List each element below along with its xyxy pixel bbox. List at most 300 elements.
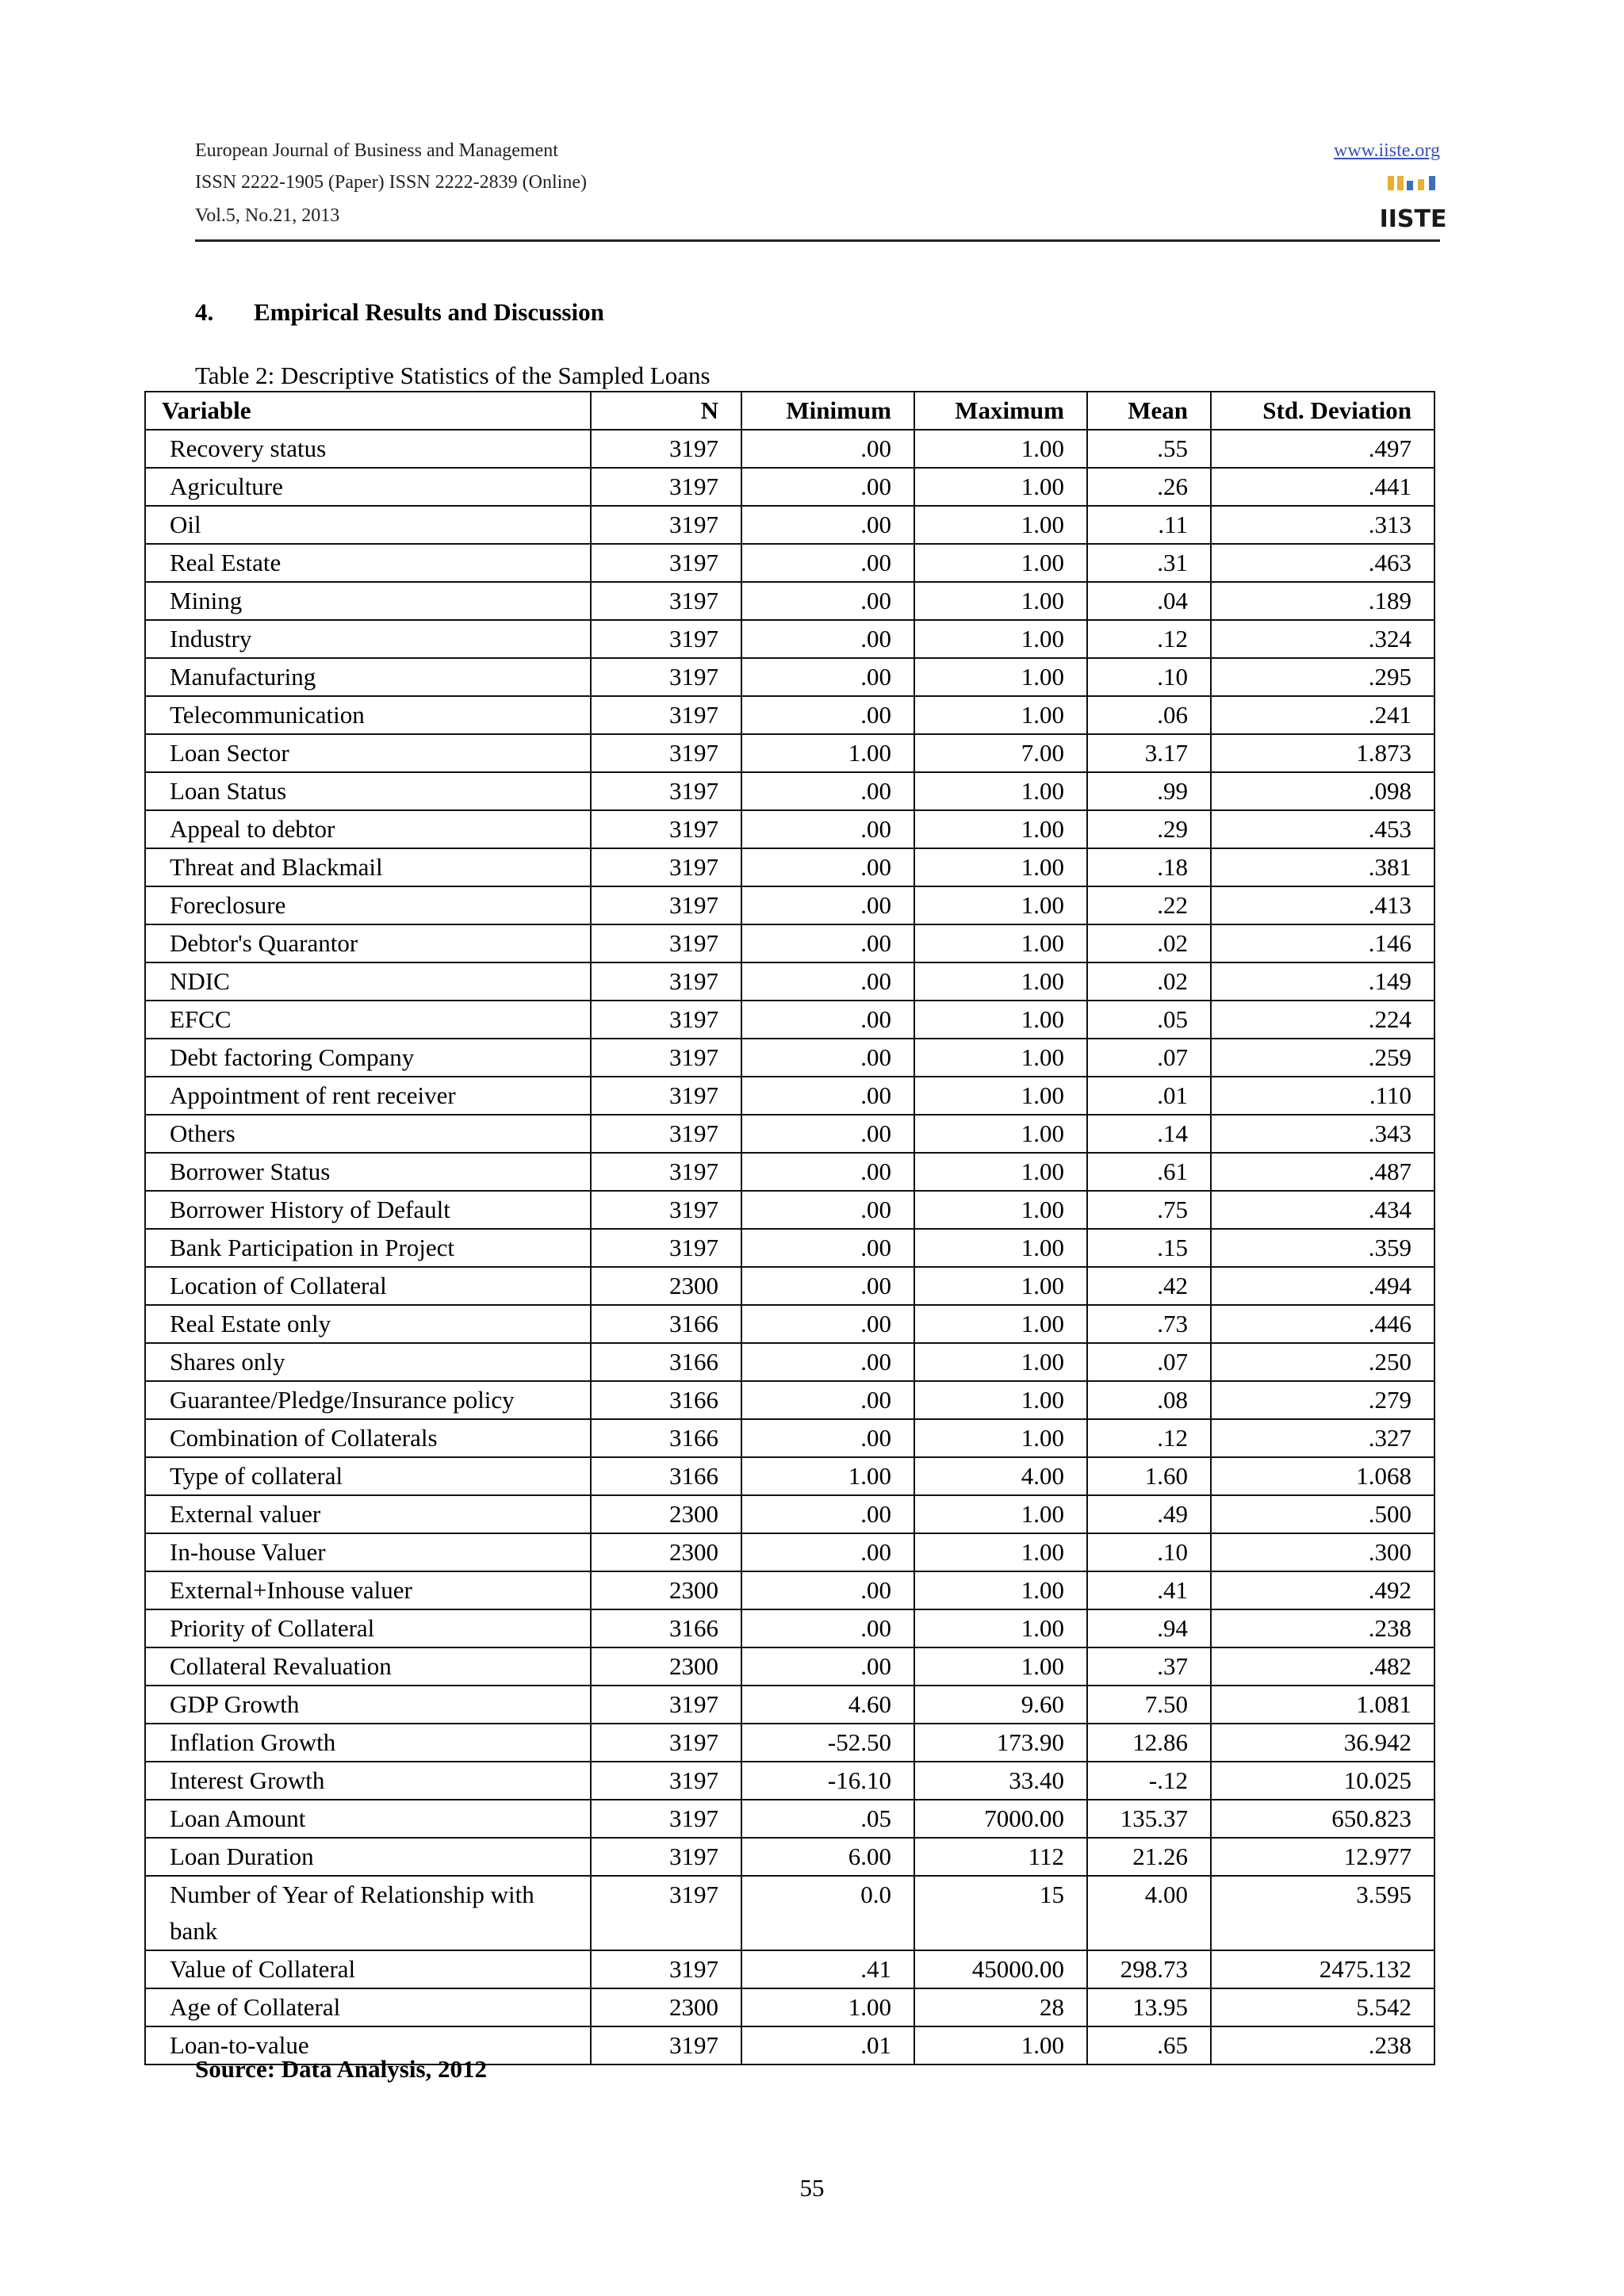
table-row bbox=[145, 1724, 1434, 1762]
cell-minimum: 1.00 bbox=[741, 1988, 914, 2026]
cell-std-deviation: 1.873 bbox=[1211, 734, 1434, 772]
table-row bbox=[145, 1001, 1434, 1039]
cell-mean: 13.95 bbox=[1087, 1988, 1211, 2026]
cell-mean: 4.00 bbox=[1087, 1876, 1211, 1950]
cell-n: 3197 bbox=[591, 962, 741, 1001]
cell-mean: 7.50 bbox=[1087, 1686, 1211, 1724]
cell-n: 2300 bbox=[591, 1533, 741, 1571]
cell-n: 3197 bbox=[591, 468, 741, 506]
journal-website-link[interactable]: www.iiste.org bbox=[1334, 140, 1440, 161]
column-header-std-deviation: Std. Deviation bbox=[1211, 392, 1434, 430]
cell-variable: Others bbox=[145, 1115, 591, 1153]
cell-std-deviation: .313 bbox=[1211, 506, 1434, 544]
column-header-variable: Variable bbox=[145, 392, 591, 430]
cell-variable: Agriculture bbox=[145, 468, 591, 506]
cell-maximum: 15 bbox=[914, 1876, 1087, 1950]
cell-variable: Priority of Collateral bbox=[145, 1609, 591, 1647]
cell-std-deviation: 36.942 bbox=[1211, 1724, 1434, 1762]
table-row bbox=[145, 1419, 1434, 1457]
cell-n: 2300 bbox=[591, 1988, 741, 2026]
cell-n: 3197 bbox=[591, 1229, 741, 1267]
table-row bbox=[145, 1686, 1434, 1724]
cell-minimum: -16.10 bbox=[741, 1762, 914, 1800]
cell-n: 3197 bbox=[591, 1800, 741, 1838]
cell-mean: .08 bbox=[1087, 1381, 1211, 1419]
cell-variable: In-house Valuer bbox=[145, 1533, 591, 1571]
cell-std-deviation: .343 bbox=[1211, 1115, 1434, 1153]
cell-n: 3166 bbox=[591, 1381, 741, 1419]
cell-mean: .75 bbox=[1087, 1191, 1211, 1229]
cell-minimum: .00 bbox=[741, 1039, 914, 1077]
cell-n: 3197 bbox=[591, 506, 741, 544]
cell-maximum: 1.00 bbox=[914, 582, 1087, 620]
cell-n: 2300 bbox=[591, 1571, 741, 1609]
cell-std-deviation: .279 bbox=[1211, 1381, 1434, 1419]
cell-maximum: 1.00 bbox=[914, 544, 1087, 582]
cell-minimum: .00 bbox=[741, 1229, 914, 1267]
column-header-n: N bbox=[591, 392, 741, 430]
cell-maximum: 7.00 bbox=[914, 734, 1087, 772]
cell-std-deviation: .324 bbox=[1211, 620, 1434, 658]
cell-minimum: .00 bbox=[741, 620, 914, 658]
table-row bbox=[145, 1267, 1434, 1305]
cell-variable: Recovery status bbox=[145, 430, 591, 468]
cell-std-deviation: .446 bbox=[1211, 1305, 1434, 1343]
table-row bbox=[145, 734, 1434, 772]
cell-n: 2300 bbox=[591, 1647, 741, 1686]
cell-maximum: 1.00 bbox=[914, 430, 1087, 468]
cell-std-deviation: .434 bbox=[1211, 1191, 1434, 1229]
cell-variable: Appointment of rent receiver bbox=[145, 1077, 591, 1115]
cell-variable: Interest Growth bbox=[145, 1762, 591, 1800]
cell-n: 3197 bbox=[591, 772, 741, 810]
cell-mean: .26 bbox=[1087, 468, 1211, 506]
cell-maximum: 1.00 bbox=[914, 962, 1087, 1001]
cell-maximum: 1.00 bbox=[914, 1077, 1087, 1115]
cell-maximum: 7000.00 bbox=[914, 1800, 1087, 1838]
cell-std-deviation: .497 bbox=[1211, 430, 1434, 468]
cell-n: 3197 bbox=[591, 430, 741, 468]
cell-minimum: .00 bbox=[741, 1153, 914, 1191]
table-row bbox=[145, 582, 1434, 620]
cell-n: 3197 bbox=[591, 924, 741, 962]
cell-std-deviation: .441 bbox=[1211, 468, 1434, 506]
cell-maximum: 1.00 bbox=[914, 886, 1087, 924]
table-caption: Table 2: Descriptive Statistics of the Sampled Loans bbox=[195, 362, 710, 389]
column-header-maximum: Maximum bbox=[914, 392, 1087, 430]
cell-mean: .10 bbox=[1087, 1533, 1211, 1571]
table-row bbox=[145, 1191, 1434, 1229]
cell-maximum: 112 bbox=[914, 1838, 1087, 1876]
cell-maximum: 1.00 bbox=[914, 620, 1087, 658]
cell-variable: Mining bbox=[145, 582, 591, 620]
table-row bbox=[145, 924, 1434, 962]
cell-minimum: .00 bbox=[741, 1647, 914, 1686]
table-header-row bbox=[145, 392, 1434, 430]
table-row bbox=[145, 1988, 1434, 2026]
journal-issn: ISSN 2222-1905 (Paper) ISSN 2222-2839 (Online) bbox=[195, 172, 587, 193]
table-row bbox=[145, 1153, 1434, 1191]
cell-std-deviation: .482 bbox=[1211, 1647, 1434, 1686]
cell-variable: EFCC bbox=[145, 1001, 591, 1039]
cell-minimum: .00 bbox=[741, 1571, 914, 1609]
cell-maximum: 1.00 bbox=[914, 1267, 1087, 1305]
cell-mean: .14 bbox=[1087, 1115, 1211, 1153]
cell-maximum: 1.00 bbox=[914, 1191, 1087, 1229]
cell-minimum: .00 bbox=[741, 1001, 914, 1039]
cell-variable: Age of Collateral bbox=[145, 1988, 591, 2026]
table-row bbox=[145, 848, 1434, 886]
cell-minimum: .00 bbox=[741, 1419, 914, 1457]
cell-n: 2300 bbox=[591, 1267, 741, 1305]
cell-variable: NDIC bbox=[145, 962, 591, 1001]
table-row bbox=[145, 544, 1434, 582]
cell-maximum: 1.00 bbox=[914, 1229, 1087, 1267]
cell-mean: .49 bbox=[1087, 1495, 1211, 1533]
cell-mean: -.12 bbox=[1087, 1762, 1211, 1800]
cell-variable: Type of collateral bbox=[145, 1457, 591, 1495]
cell-n: 3197 bbox=[591, 658, 741, 696]
cell-variable: Shares only bbox=[145, 1343, 591, 1381]
cell-mean: 21.26 bbox=[1087, 1838, 1211, 1876]
cell-mean: .42 bbox=[1087, 1267, 1211, 1305]
table-row bbox=[145, 430, 1434, 468]
cell-mean: .12 bbox=[1087, 620, 1211, 658]
cell-minimum: .00 bbox=[741, 1115, 914, 1153]
cell-variable: Industry bbox=[145, 620, 591, 658]
cell-n: 3197 bbox=[591, 1039, 741, 1077]
table-source-note: Source: Data Analysis, 2012 bbox=[195, 2055, 488, 2083]
table-row bbox=[145, 658, 1434, 696]
cell-variable: Bank Participation in Project bbox=[145, 1229, 591, 1267]
cell-variable: Debt factoring Company bbox=[145, 1039, 591, 1077]
cell-variable: Debtor's Quarantor bbox=[145, 924, 591, 962]
cell-std-deviation: .492 bbox=[1211, 1571, 1434, 1609]
cell-maximum: 1.00 bbox=[914, 1001, 1087, 1039]
cell-std-deviation: .359 bbox=[1211, 1229, 1434, 1267]
cell-variable: Loan Sector bbox=[145, 734, 591, 772]
cell-minimum: .00 bbox=[741, 848, 914, 886]
cell-std-deviation: .250 bbox=[1211, 1343, 1434, 1381]
table-row bbox=[145, 1305, 1434, 1343]
cell-minimum: .00 bbox=[741, 506, 914, 544]
cell-variable: Loan-to-value bbox=[145, 2026, 591, 2064]
cell-maximum: 1.00 bbox=[914, 1343, 1087, 1381]
journal-volume: Vol.5, No.21, 2013 bbox=[195, 205, 340, 226]
cell-std-deviation: 1.068 bbox=[1211, 1457, 1434, 1495]
cell-n: 3197 bbox=[591, 1950, 741, 1988]
cell-variable: Oil bbox=[145, 506, 591, 544]
table-row bbox=[145, 1609, 1434, 1647]
cell-minimum: .00 bbox=[741, 810, 914, 848]
cell-maximum: 1.00 bbox=[914, 1153, 1087, 1191]
table-row bbox=[145, 1495, 1434, 1533]
cell-variable: Real Estate bbox=[145, 544, 591, 582]
cell-maximum: 1.00 bbox=[914, 924, 1087, 962]
cell-minimum: .00 bbox=[741, 924, 914, 962]
cell-std-deviation: 5.542 bbox=[1211, 1988, 1434, 2026]
cell-minimum: 1.00 bbox=[741, 1457, 914, 1495]
cell-std-deviation: .110 bbox=[1211, 1077, 1434, 1115]
cell-variable: Telecommunication bbox=[145, 696, 591, 734]
cell-n: 3166 bbox=[591, 1305, 741, 1343]
cell-variable: Inflation Growth bbox=[145, 1724, 591, 1762]
cell-variable: External valuer bbox=[145, 1495, 591, 1533]
cell-minimum: .00 bbox=[741, 1533, 914, 1571]
cell-n: 3197 bbox=[591, 1876, 741, 1950]
cell-minimum: .41 bbox=[741, 1950, 914, 1988]
cell-variable: Foreclosure bbox=[145, 886, 591, 924]
cell-n: 2300 bbox=[591, 1495, 741, 1533]
cell-mean: .94 bbox=[1087, 1609, 1211, 1647]
table-row bbox=[145, 1838, 1434, 1876]
cell-variable: Guarantee/Pledge/Insurance policy bbox=[145, 1381, 591, 1419]
cell-minimum: .00 bbox=[741, 772, 914, 810]
cell-std-deviation: .146 bbox=[1211, 924, 1434, 962]
cell-minimum: .00 bbox=[741, 430, 914, 468]
cell-maximum: 1.00 bbox=[914, 1419, 1087, 1457]
page-number: 55 bbox=[799, 2174, 825, 2202]
cell-std-deviation: .189 bbox=[1211, 582, 1434, 620]
section-number: 4. bbox=[195, 298, 214, 326]
cell-n: 3197 bbox=[591, 2026, 741, 2064]
cell-std-deviation: 12.977 bbox=[1211, 1838, 1434, 1876]
cell-n: 3197 bbox=[591, 1686, 741, 1724]
cell-minimum: .00 bbox=[741, 582, 914, 620]
cell-std-deviation: .500 bbox=[1211, 1495, 1434, 1533]
table-row bbox=[145, 1077, 1434, 1115]
cell-maximum: 1.00 bbox=[914, 1381, 1087, 1419]
table-row bbox=[145, 1800, 1434, 1838]
cell-n: 3166 bbox=[591, 1457, 741, 1495]
table-row bbox=[145, 506, 1434, 544]
cell-mean: .37 bbox=[1087, 1647, 1211, 1686]
table-row bbox=[145, 1950, 1434, 1988]
cell-minimum: .00 bbox=[741, 886, 914, 924]
cell-n: 3166 bbox=[591, 1419, 741, 1457]
cell-std-deviation: .259 bbox=[1211, 1039, 1434, 1077]
cell-mean: .02 bbox=[1087, 962, 1211, 1001]
section-title-text: Empirical Results and Discussion bbox=[254, 298, 604, 326]
journal-title: European Journal of Business and Management bbox=[195, 140, 558, 161]
cell-variable: Threat and Blackmail bbox=[145, 848, 591, 886]
cell-n: 3197 bbox=[591, 696, 741, 734]
table-row bbox=[145, 1229, 1434, 1267]
cell-variable: Loan Duration bbox=[145, 1838, 591, 1876]
cell-mean: .73 bbox=[1087, 1305, 1211, 1343]
cell-std-deviation: .295 bbox=[1211, 658, 1434, 696]
cell-maximum: 9.60 bbox=[914, 1686, 1087, 1724]
cell-variable: Borrower History of Default bbox=[145, 1191, 591, 1229]
cell-mean: .11 bbox=[1087, 506, 1211, 544]
cell-n: 3197 bbox=[591, 1762, 741, 1800]
cell-mean: 298.73 bbox=[1087, 1950, 1211, 1988]
table-row bbox=[145, 620, 1434, 658]
cell-mean: .41 bbox=[1087, 1571, 1211, 1609]
cell-std-deviation: .327 bbox=[1211, 1419, 1434, 1457]
cell-std-deviation: 650.823 bbox=[1211, 1800, 1434, 1838]
cell-minimum: .00 bbox=[741, 544, 914, 582]
cell-maximum: 1.00 bbox=[914, 772, 1087, 810]
cell-mean: .65 bbox=[1087, 2026, 1211, 2064]
table-row bbox=[145, 1762, 1434, 1800]
table-row bbox=[145, 810, 1434, 848]
cell-n: 3197 bbox=[591, 886, 741, 924]
cell-n: 3197 bbox=[591, 734, 741, 772]
cell-variable: External+Inhouse valuer bbox=[145, 1571, 591, 1609]
cell-n: 3197 bbox=[591, 1001, 741, 1039]
cell-minimum: 0.0 bbox=[741, 1876, 914, 1950]
cell-std-deviation: .463 bbox=[1211, 544, 1434, 582]
cell-mean: .55 bbox=[1087, 430, 1211, 468]
table-row bbox=[145, 1533, 1434, 1571]
cell-mean: .22 bbox=[1087, 886, 1211, 924]
cell-maximum: 1.00 bbox=[914, 506, 1087, 544]
cell-minimum: .00 bbox=[741, 1495, 914, 1533]
table-row bbox=[145, 962, 1434, 1001]
cell-mean: 3.17 bbox=[1087, 734, 1211, 772]
cell-minimum: 6.00 bbox=[741, 1838, 914, 1876]
cell-std-deviation: .494 bbox=[1211, 1267, 1434, 1305]
cell-n: 3197 bbox=[591, 1838, 741, 1876]
table-row bbox=[145, 886, 1434, 924]
cell-minimum: .00 bbox=[741, 962, 914, 1001]
cell-std-deviation: .149 bbox=[1211, 962, 1434, 1001]
cell-variable: Appeal to debtor bbox=[145, 810, 591, 848]
iiste-logo-icon bbox=[1379, 174, 1447, 233]
cell-maximum: 1.00 bbox=[914, 696, 1087, 734]
cell-variable: Loan Status bbox=[145, 772, 591, 810]
cell-minimum: .00 bbox=[741, 1077, 914, 1115]
cell-mean: .01 bbox=[1087, 1077, 1211, 1115]
cell-std-deviation: .487 bbox=[1211, 1153, 1434, 1191]
cell-maximum: 1.00 bbox=[914, 1039, 1087, 1077]
cell-maximum: 1.00 bbox=[914, 1609, 1087, 1647]
cell-std-deviation: 2475.132 bbox=[1211, 1950, 1434, 1988]
cell-maximum: 1.00 bbox=[914, 1495, 1087, 1533]
cell-variable: GDP Growth bbox=[145, 1686, 591, 1724]
cell-minimum: .05 bbox=[741, 1800, 914, 1838]
cell-variable: Loan Amount bbox=[145, 1800, 591, 1838]
cell-maximum: 4.00 bbox=[914, 1457, 1087, 1495]
cell-mean: .12 bbox=[1087, 1419, 1211, 1457]
cell-minimum: .00 bbox=[741, 658, 914, 696]
cell-n: 3197 bbox=[591, 1077, 741, 1115]
cell-n: 3197 bbox=[591, 1191, 741, 1229]
cell-maximum: 1.00 bbox=[914, 658, 1087, 696]
cell-maximum: 173.90 bbox=[914, 1724, 1087, 1762]
cell-maximum: 1.00 bbox=[914, 1571, 1087, 1609]
table-row bbox=[145, 1571, 1434, 1609]
cell-minimum: .00 bbox=[741, 1305, 914, 1343]
cell-maximum: 33.40 bbox=[914, 1762, 1087, 1800]
cell-n: 3166 bbox=[591, 1609, 741, 1647]
cell-mean: .10 bbox=[1087, 658, 1211, 696]
cell-minimum: .01 bbox=[741, 2026, 914, 2064]
cell-mean: .15 bbox=[1087, 1229, 1211, 1267]
cell-minimum: 4.60 bbox=[741, 1686, 914, 1724]
cell-maximum: 45000.00 bbox=[914, 1950, 1087, 1988]
cell-n: 3197 bbox=[591, 1724, 741, 1762]
cell-mean: .05 bbox=[1087, 1001, 1211, 1039]
cell-minimum: -52.50 bbox=[741, 1724, 914, 1762]
cell-mean: .18 bbox=[1087, 848, 1211, 886]
cell-variable: Combination of Collaterals bbox=[145, 1419, 591, 1457]
cell-mean: 1.60 bbox=[1087, 1457, 1211, 1495]
cell-std-deviation: .241 bbox=[1211, 696, 1434, 734]
cell-mean: .61 bbox=[1087, 1153, 1211, 1191]
cell-maximum: 1.00 bbox=[914, 1647, 1087, 1686]
cell-minimum: 1.00 bbox=[741, 734, 914, 772]
cell-std-deviation: .413 bbox=[1211, 886, 1434, 924]
cell-mean: 135.37 bbox=[1087, 1800, 1211, 1838]
cell-maximum: 1.00 bbox=[914, 468, 1087, 506]
cell-mean: .99 bbox=[1087, 772, 1211, 810]
cell-variable: Manufacturing bbox=[145, 658, 591, 696]
cell-maximum: 1.00 bbox=[914, 810, 1087, 848]
cell-variable: Collateral Revaluation bbox=[145, 1647, 591, 1686]
cell-n: 3197 bbox=[591, 848, 741, 886]
cell-n: 3197 bbox=[591, 1115, 741, 1153]
cell-n: 3166 bbox=[591, 1343, 741, 1381]
cell-n: 3197 bbox=[591, 544, 741, 582]
cell-maximum: 1.00 bbox=[914, 2026, 1087, 2064]
cell-std-deviation: .381 bbox=[1211, 848, 1434, 886]
table-row bbox=[145, 1647, 1434, 1686]
cell-n: 3197 bbox=[591, 810, 741, 848]
section-heading bbox=[195, 297, 604, 328]
cell-minimum: .00 bbox=[741, 696, 914, 734]
cell-std-deviation: 10.025 bbox=[1211, 1762, 1434, 1800]
descriptive-statistics-table bbox=[144, 391, 1435, 2065]
cell-minimum: .00 bbox=[741, 1381, 914, 1419]
cell-mean: .07 bbox=[1087, 1039, 1211, 1077]
cell-mean: .04 bbox=[1087, 582, 1211, 620]
cell-variable: Number of Year of Relationship with bank bbox=[145, 1876, 591, 1950]
column-header-minimum: Minimum bbox=[741, 392, 914, 430]
table-row bbox=[145, 1457, 1434, 1495]
table-row bbox=[145, 1876, 1434, 1950]
cell-std-deviation: .238 bbox=[1211, 1609, 1434, 1647]
cell-n: 3197 bbox=[591, 1153, 741, 1191]
cell-minimum: .00 bbox=[741, 1609, 914, 1647]
journal-header bbox=[195, 135, 1447, 239]
cell-std-deviation: .224 bbox=[1211, 1001, 1434, 1039]
cell-maximum: 1.00 bbox=[914, 1533, 1087, 1571]
cell-minimum: .00 bbox=[741, 468, 914, 506]
column-header-mean: Mean bbox=[1087, 392, 1211, 430]
cell-mean: .07 bbox=[1087, 1343, 1211, 1381]
header-rule bbox=[195, 239, 1440, 242]
cell-std-deviation: 3.595 bbox=[1211, 1876, 1434, 1950]
cell-std-deviation: .300 bbox=[1211, 1533, 1434, 1571]
cell-maximum: 1.00 bbox=[914, 1305, 1087, 1343]
cell-mean: .29 bbox=[1087, 810, 1211, 848]
cell-mean: .31 bbox=[1087, 544, 1211, 582]
table-row bbox=[145, 772, 1434, 810]
table-row bbox=[145, 1115, 1434, 1153]
cell-std-deviation: .098 bbox=[1211, 772, 1434, 810]
cell-maximum: 28 bbox=[914, 1988, 1087, 2026]
cell-variable: Location of Collateral bbox=[145, 1267, 591, 1305]
cell-std-deviation: .238 bbox=[1211, 2026, 1434, 2064]
cell-n: 3197 bbox=[591, 620, 741, 658]
cell-minimum: .00 bbox=[741, 1343, 914, 1381]
cell-minimum: .00 bbox=[741, 1191, 914, 1229]
cell-variable: Borrower Status bbox=[145, 1153, 591, 1191]
cell-minimum: .00 bbox=[741, 1267, 914, 1305]
table-row bbox=[145, 1381, 1434, 1419]
